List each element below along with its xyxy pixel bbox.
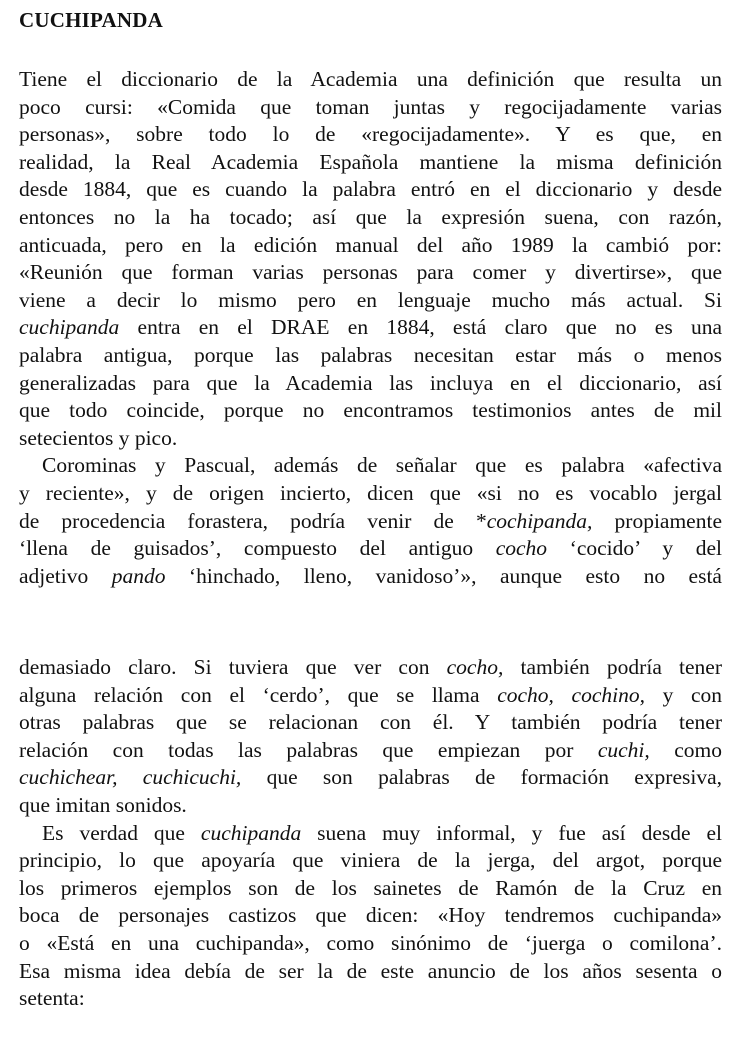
text-segment: Esa misma idea debía de ser la de este anuncio de los años sesenta o <box>19 958 722 983</box>
text-line <box>19 709 722 737</box>
text-segment: realidad, la Real Academia Española mantiene la misma definición <box>19 149 722 174</box>
text-line <box>19 397 722 425</box>
text-segment: ‘hinchado, lleno, vanidoso’», aunque esto no está <box>165 563 722 588</box>
italic-term: cocho <box>495 536 548 561</box>
text-line <box>19 149 722 177</box>
text-line <box>19 121 722 149</box>
text-segment: demasiado claro. Si tuviera que ver con <box>19 655 447 679</box>
italic-term: cuchi, <box>597 737 650 762</box>
text-segment: adjetivo <box>19 563 112 588</box>
text-block-lower <box>19 654 722 1013</box>
text-line <box>19 535 722 563</box>
text-line <box>19 682 722 710</box>
text-segment: los primeros ejemplos son de los sainetes de Ramón de la Cruz en <box>19 875 722 900</box>
text-segment: entonces no la ha tocado; así que la expresión suena, con razón, <box>19 204 722 229</box>
text-segment: personas», sobre todo lo de «regocijadamente». Y es que, en <box>19 122 722 147</box>
text-segment: y reciente», y de origen incierto, dicen que «si no es vocablo jergal <box>19 480 722 505</box>
text-segment: setecientos y pico. <box>19 425 178 450</box>
text-line <box>19 654 722 682</box>
text-segment: como <box>649 737 722 762</box>
text-segment: palabra antigua, porque las palabras necesitan estar más o menos <box>19 342 722 367</box>
text-segment: ‘cocido’ y del <box>547 536 722 561</box>
text-line <box>19 259 722 287</box>
text-line <box>19 480 722 508</box>
text-line <box>19 452 722 480</box>
text-segment: alguna relación con el ‘cerdo’, que se llama <box>19 682 498 707</box>
text-line <box>19 985 722 1013</box>
text-segment: y con <box>644 682 722 707</box>
text-segment: Corominas y Pascual, además de señalar que es palabra «afectiva <box>42 453 722 478</box>
text-segment: propiamente <box>592 508 722 533</box>
text-segment: desde 1884, que es cuando la palabra entró en el diccionario y desde <box>19 177 722 202</box>
text-segment: que todo coincide, porque no encontramos testimonios antes de mil <box>19 398 722 423</box>
text-segment: setenta: <box>19 986 85 1011</box>
text-segment: viene a decir lo mismo pero en lenguaje mucho más actual. Si <box>19 287 722 312</box>
text-line <box>19 176 722 204</box>
italic-term: cocho, <box>446 655 504 679</box>
text-segment: suena muy informal, y fue así desde el <box>301 820 722 845</box>
text-segment: Es verdad que <box>42 820 201 845</box>
italic-term: cuchichear, cuchicuchi, <box>19 765 242 790</box>
text-line <box>19 764 722 792</box>
italic-term: pando <box>111 563 166 588</box>
text-segment: boca de personajes castizos que dicen: «Hoy tendremos cuchipanda» <box>19 903 722 928</box>
text-line <box>19 287 722 315</box>
text-line <box>19 875 722 903</box>
text-line <box>19 232 722 260</box>
text-segment: anticuada, pero en la edición manual del año 1989 la cambió por: <box>19 232 722 257</box>
text-line <box>19 958 722 986</box>
text-line <box>19 820 722 848</box>
italic-term: cuchipanda <box>200 820 302 845</box>
entry-title: CUCHIPANDA <box>19 8 163 32</box>
text-segment: relación con todas las palabras que empiezan por <box>19 737 598 762</box>
text-block-upper <box>19 66 722 590</box>
text-segment: otras palabras que se relacionan con él. Y también podría tener <box>19 710 722 735</box>
text-line <box>19 792 722 820</box>
text-line <box>19 930 722 958</box>
text-line <box>19 508 722 536</box>
text-segment: Tiene el diccionario de la Academia una definición que resulta un <box>19 67 722 91</box>
text-line <box>19 847 722 875</box>
text-line <box>19 902 722 930</box>
text-segment: que son palabras de formación expresiva, <box>241 765 723 790</box>
text-line <box>19 425 722 453</box>
text-line <box>19 737 722 765</box>
text-segment: de procedencia forastera, podría venir de * <box>19 508 487 533</box>
text-segment: también podría tener <box>503 655 722 679</box>
text-line <box>19 66 722 94</box>
text-segment: entra en el DRAE en 1884, está claro que no es una <box>119 315 722 340</box>
text-line <box>19 342 722 370</box>
text-segment: generalizadas para que la Academia las incluya en el diccionario, así <box>19 370 722 395</box>
text-segment: ‘llena de guisados’, compuesto del antiguo <box>19 536 496 561</box>
text-segment: que imitan sonidos. <box>19 792 187 817</box>
text-segment: principio, lo que apoyaría que viniera de la jerga, del argot, porque <box>19 848 722 873</box>
text-segment: poco cursi: «Comida que toman juntas y regocijadamente varias <box>19 94 722 119</box>
text-line <box>19 370 722 398</box>
text-segment: o «Está en una cuchipanda», como sinónimo de ‘juerga o comilona’. <box>19 930 722 955</box>
text-segment: «Reunión que forman varias personas para comer y divertirse», que <box>19 260 722 285</box>
italic-term: cuchipanda <box>19 315 120 340</box>
text-line <box>19 563 722 591</box>
text-line <box>19 94 722 122</box>
italic-term: cocho, cochino, <box>497 682 645 707</box>
text-line <box>19 314 722 342</box>
italic-term: cochipanda, <box>486 508 593 533</box>
text-line <box>19 204 722 232</box>
